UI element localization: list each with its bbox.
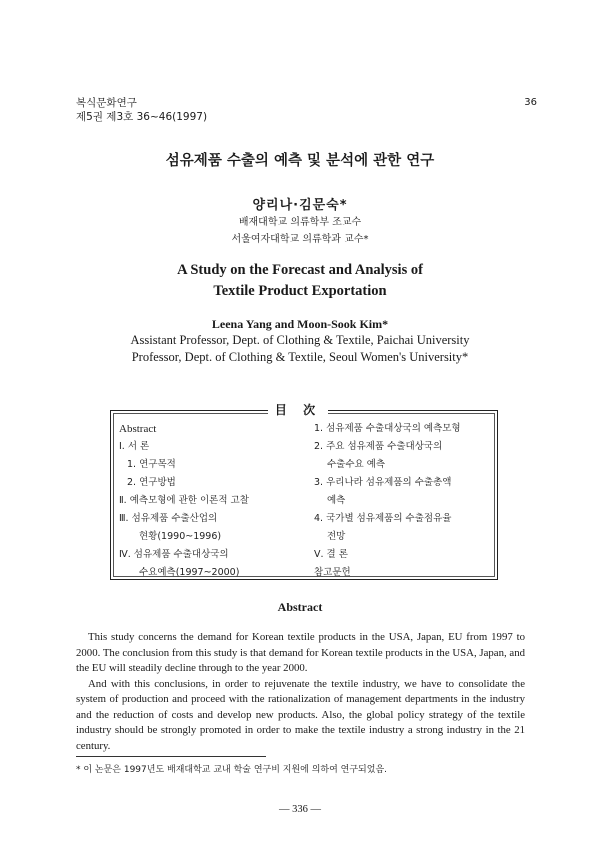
toc-title: 目 次 [268, 401, 328, 418]
toc-entry: 3. 우리나라 섬유제품의 수출총액 [314, 477, 452, 488]
toc-right-column [314, 420, 461, 582]
toc-left-column [119, 420, 249, 582]
footnote-divider [76, 756, 266, 757]
toc-entry: Abstract [119, 423, 157, 435]
journal-name: 복식문화연구 [76, 97, 137, 109]
journal-header [76, 96, 207, 124]
toc-entry: Ⅲ. 섬유제품 수출산업의 [119, 513, 218, 524]
toc-entry: 1. 연구목적 [127, 459, 176, 470]
toc-entry: 현황(1990~1996) [139, 531, 222, 542]
footnote: * 이 논문은 1997년도 배재대학교 교내 학술 연구비 지원에 의하여 연구되었음. [76, 765, 388, 775]
korean-authors: 양리나·김문숙* [252, 198, 348, 213]
page-number-top: 36 [524, 97, 537, 108]
abstract-paragraph: And with this conclusions, in order to rejuvenate the textile industry, we have to consolidate the system of production and proceed with the rationalization of management departments in the industry and the reduction of costs and develop new products. Also, the global policy strategy of the textile industry should be strongly promoted in order to make the textile industry a strong industry in the 21 century. [76, 677, 525, 752]
korean-affiliation-1: 배재대학교 의류학부 조교수 [238, 217, 362, 228]
toc-entry: Ⅱ. 예측모형에 관한 이론적 고찰 [119, 495, 249, 506]
journal-issue: 제5권 제3호 36~46(1997) [76, 111, 208, 123]
toc-entry: 2. 주요 섬유제품 수출대상국의 [314, 441, 443, 452]
abstract-body [76, 630, 525, 754]
english-title-line-2: Textile Product Exportation [213, 283, 387, 299]
abstract-paragraph: This study concerns the demand for Korean textile products in the USA, Japan, EU from 1997 to 2000. The conclusion from this study is that demand for Korean textile products in the USA, Japan, and the EU will steadily decline through to the year 2000. [76, 631, 525, 674]
toc-entry: 예측 [327, 495, 346, 506]
abstract-heading: Abstract [277, 600, 323, 614]
toc-entry: 참고문헌 [314, 567, 351, 578]
korean-affiliation-2: 서울여자대학교 의류학과 교수* [231, 234, 369, 245]
toc-entry: 2. 연구방법 [127, 477, 176, 488]
toc-entry: 전망 [327, 531, 346, 542]
korean-title: 섬유제품 수출의 예측 및 분석에 관한 연구 [165, 153, 435, 169]
toc-entry: 수출수요 예측 [327, 459, 386, 470]
toc-entry: 수요예측(1997~2000) [139, 567, 240, 578]
toc-entry: 4. 국가별 섬유제품의 수출점유율 [314, 513, 452, 524]
english-title [0, 260, 600, 302]
english-title-line-1: A Study on the Forecast and Analysis of [177, 262, 423, 278]
english-affiliation-2: Professor, Dept. of Clothing & Textile, Seoul Women's University* [131, 350, 469, 364]
toc-entry: Ⅳ. 섬유제품 수출대상국의 [119, 549, 229, 560]
toc-entry: Ⅰ. 서 론 [119, 441, 150, 452]
toc-entry: Ⅴ. 결 론 [314, 549, 348, 560]
page-number-bottom: — 336 — [279, 804, 321, 815]
toc-entry: 1. 섬유제품 수출대상국의 예측모형 [314, 423, 461, 434]
english-authors: Leena Yang and Moon-Sook Kim* [211, 317, 389, 331]
english-affiliation-1: Assistant Professor, Dept. of Clothing & Textile, Paichai University [130, 333, 470, 347]
